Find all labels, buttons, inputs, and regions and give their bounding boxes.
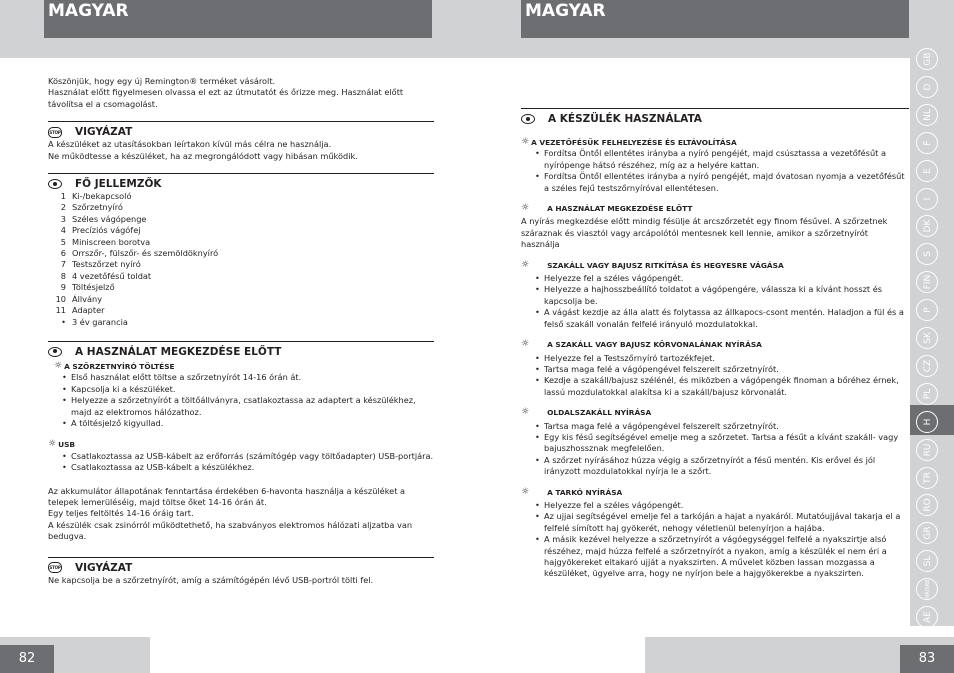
usage-bullets <box>521 500 909 580</box>
usage-subheading <box>521 260 909 271</box>
usage-bullets <box>521 273 909 330</box>
usage-subtitle: A VEZETŐFÉSŰK FELHELYEZÉSE ÉS ELTÁVOLÍTÁSA <box>531 138 737 147</box>
usage-subheading <box>521 137 909 148</box>
feature-label: Szőrzetnyíró <box>72 202 123 213</box>
bullet-text: Helyezze fel a Testszőrnyíró tartozékfejet. <box>544 352 715 363</box>
sun-icon: ☼ <box>521 259 530 270</box>
feature-number: 1 <box>60 191 66 202</box>
intro-line: Köszönjük, hogy egy új Remington® terméket vásárolt. <box>48 76 276 86</box>
features-title: FŐ JELLEMZŐK <box>75 178 162 191</box>
usage-subtitle: A HASZNÁLAT MEGKEZDÉSE ELŐTT <box>547 204 693 214</box>
usb-list <box>48 451 434 474</box>
page-number: 83 <box>900 645 954 673</box>
bullet-text: Az ujjai segítségével emelje fel a tarkóján a hajat a nyakáról. Mutatóujjával takarja el a felfelé símított haj gyökerét, nehogy véletlenül belenyírjon a hajába. <box>544 511 901 533</box>
feature-label: Miniscreen borotva <box>72 236 151 247</box>
bullet-text: Helyezze fel a széles vágópengét. <box>544 273 684 284</box>
usage-bullets <box>521 353 909 399</box>
feature-item <box>48 259 434 270</box>
sun-icon: ☼ <box>521 203 530 214</box>
bullet-dot: • <box>62 417 67 428</box>
language-tab[interactable]: SL <box>916 550 938 572</box>
feature-number: 2 <box>60 202 66 213</box>
language-tab[interactable]: H <box>916 411 938 433</box>
sun-icon: ☼ <box>521 486 530 497</box>
features-heading <box>48 173 434 191</box>
stop-icon: STOP <box>48 127 62 138</box>
feature-item <box>48 225 434 236</box>
bullet-text: Fordítsa Öntől ellentétes irányba a nyíró pengéjét, majd óvatosan nyomja a vezetőfésűt a széles fejű testszőrnyíróval ellentétesen. <box>544 171 905 193</box>
bullet-item <box>48 451 434 462</box>
bullet-item <box>521 273 909 284</box>
sun-icon: ☼ <box>521 407 530 418</box>
feature-number: 3 <box>60 213 66 224</box>
bullet-text: Tartsa maga felé a vágópengével felszerelt szőrzetnyírót. <box>544 363 779 374</box>
sun-icon: ☼ <box>48 439 57 450</box>
usage-subtitle: OLDALSZAKÁLL NYÍRÁSA <box>547 408 652 418</box>
feature-label: Orrszőr-, fülszőr- és szemöldöknyíró <box>72 248 219 259</box>
feature-number: 11 <box>55 305 66 316</box>
language-tab[interactable]: P <box>916 299 938 321</box>
bullet-text: Kezdje a szakáll/bajusz szélénél, és miközben a vágópengék finoman a bőréhez érnek, lassú mozdulatokkal alakítsa ki a szakáll/bajusz körvonalát. <box>544 375 899 397</box>
feature-number: 8 <box>60 270 66 281</box>
usage-subheading <box>521 487 909 498</box>
right-page <box>477 0 954 673</box>
bullet-text: A szőrzet nyírásához húzza végig a szőrzetnyírót a fésű mentén. Kis erővel és jól irányzott mozdulatokkal nyírja le a szőrt. <box>544 454 876 477</box>
feature-label: Széles vágópenge <box>72 213 147 224</box>
bullet-text: Csatlakoztassa az USB-kábelt az erőforrás (számítógép vagy töltőadapter) USB-portjára. <box>71 450 434 461</box>
usage-heading <box>521 108 909 126</box>
sun-icon: ☼ <box>521 339 530 350</box>
bullet-text: Egy kis fésű segítségével emelje meg a szőrzetet. Tartsa a fésűt a kívánt szakáll- vagy bajuszhossznak megfelelően. <box>544 431 899 454</box>
bullet-item <box>48 372 434 383</box>
page-header: MAGYAR <box>44 0 432 38</box>
bullet-item <box>521 364 909 375</box>
feature-number: 4 <box>60 225 66 236</box>
bullet-dot: • <box>535 420 540 431</box>
getting-started-title: A HASZNÁLAT MEGKEZDÉSE ELŐTT <box>75 345 282 358</box>
bullet-dot: • <box>62 450 67 461</box>
right-content <box>521 108 909 580</box>
bullet-item <box>521 353 909 364</box>
eye-icon <box>48 347 62 357</box>
bullet-dot: • <box>62 395 67 406</box>
bullet-dot: • <box>535 171 540 182</box>
warning-title: VIGYÁZAT <box>75 561 133 574</box>
feature-item <box>48 202 434 213</box>
bullet-text: Fordítsa Öntől ellentétes irányba a nyíró pengéjét, majd csúsztassa a vezetőfésűt a nyírópenge hátsó részéhez, míg az a helyére kattan. <box>544 148 886 170</box>
warning-line: A készüléket az utasításokban leírtakon kívül más célra ne használja. <box>48 139 332 150</box>
feature-label: 3 év garancia <box>72 316 128 327</box>
getting-started-heading <box>48 341 434 359</box>
feature-label: Adapter <box>72 305 105 316</box>
bullet-dot: • <box>535 511 540 522</box>
usage-bullets <box>521 148 909 194</box>
bullet-text: Első használat előtt töltse a szőrzetnyírót 14-16 órán át. <box>71 372 302 383</box>
feature-item <box>48 248 434 259</box>
bullet-dot: • <box>535 499 540 510</box>
intro-line: Használat előtt figyelmesen olvassa el ezt az útmutatót és őrizze meg. Használat előtt <box>48 87 404 98</box>
language-tab[interactable]: DK <box>916 215 938 237</box>
language-tab[interactable]: GB <box>916 48 938 70</box>
feature-item <box>48 294 434 305</box>
language-tab[interactable]: SK <box>916 327 938 349</box>
language-tab[interactable]: PL <box>916 383 938 405</box>
bullet-dot: • <box>535 284 540 295</box>
language-tab[interactable]: FIN <box>916 271 938 293</box>
bullet-item <box>48 418 434 429</box>
bullet-dot: • <box>62 383 67 394</box>
language-tabs <box>910 40 954 626</box>
feature-item <box>48 237 434 248</box>
stop-icon: STOP <box>48 562 62 573</box>
page-number: 82 <box>0 645 54 673</box>
bullet-item <box>521 148 909 171</box>
usage-paragraph: A nyírás megkezdése előtt mindig fésülje át arcszőrzetét egy finom fésűvel. A szőrzetnek száraznak és viasztól vagy arcápolótól mentesnek kell lennie, amikor a szőrzetnyírót használja <box>521 216 888 250</box>
feature-label: Töltésjelző <box>72 282 115 293</box>
bullet-item <box>521 500 909 511</box>
warning-line: Ne működtesse a készüléket, ha az megrongálódott vagy hibásan működik. <box>48 150 358 161</box>
bullet-dot: • <box>535 363 540 374</box>
bullet-item <box>521 534 909 580</box>
usage-subheading <box>521 407 909 418</box>
feature-number: • <box>61 316 66 327</box>
feature-label: Állvány <box>72 293 103 304</box>
warning-title: VIGYÁZAT <box>75 126 133 139</box>
feature-number: 10 <box>55 293 66 304</box>
bullet-item <box>521 375 909 398</box>
feature-number: 9 <box>60 282 66 293</box>
bullet-dot: • <box>535 307 540 318</box>
bullet-item <box>521 307 909 330</box>
bullet-dot: • <box>535 454 540 465</box>
language-tab[interactable]: E <box>916 160 938 182</box>
usage-bullets <box>521 421 909 478</box>
bullet-item <box>48 462 434 473</box>
feature-item <box>48 191 434 202</box>
bullet-dot: • <box>535 148 540 159</box>
language-tab[interactable]: S <box>916 243 938 265</box>
paragraph-line: Az akkumulátor állapotának fenntartása érdekében 6-havonta használja a készüléket a <box>48 485 406 496</box>
feature-label: Testszőrzet nyíró <box>72 259 141 270</box>
warning-heading <box>48 121 434 139</box>
bullet-item <box>521 511 909 534</box>
language-tab[interactable]: TR <box>916 467 938 489</box>
feature-number: 5 <box>60 236 66 247</box>
feature-number: 7 <box>60 259 66 270</box>
sun-icon: ☼ <box>521 137 530 147</box>
bullet-dot: • <box>535 273 540 284</box>
eye-icon <box>48 179 62 189</box>
usage-subheading <box>521 339 909 350</box>
feature-label: Precíziós vágófej <box>72 225 141 236</box>
bullet-item <box>48 395 434 418</box>
usage-subtitle: SZAKÁLL VAGY BAJUSZ RITKÍTÁSA ÉS HEGYESRE VÁGÁSA <box>547 260 784 270</box>
usage-subtitle: A TARKÓ NYÍRÁSA <box>547 487 623 497</box>
paragraph-line: telepek lemerüléséig, majd töltse őket 14-16 órán át. <box>48 496 267 507</box>
charging-list <box>48 372 434 429</box>
page-header: MAGYAR <box>521 0 909 38</box>
bullet-dot: • <box>535 534 540 545</box>
warning-heading <box>48 557 434 575</box>
language-tab[interactable]: RU <box>916 439 938 461</box>
feature-item <box>48 282 434 293</box>
feature-label: Ki-/bekapcsoló <box>72 191 132 202</box>
bullet-dot: • <box>62 462 67 473</box>
paragraph-line: bedugva. <box>48 531 87 542</box>
language-tab[interactable]: HR/SRB <box>916 578 938 600</box>
features-list <box>48 191 434 328</box>
language-tab[interactable]: D <box>916 76 938 98</box>
feature-item <box>48 305 434 316</box>
language-tab[interactable]: CZ <box>916 355 938 377</box>
paragraph-line: A készülék csak zsinórról működtethető, ha szabványos elektromos hálózati aljzatba van <box>48 519 413 530</box>
bullet-item <box>521 284 909 307</box>
feature-item <box>48 271 434 282</box>
charging-subheading: ☼ A SZŐRZETNYÍRÓ TÖLTÉSE <box>54 360 175 371</box>
language-tab[interactable]: I <box>916 188 938 210</box>
language-tab[interactable]: GR <box>916 522 938 544</box>
bullet-item <box>48 384 434 395</box>
bullet-text: A töltésjelző kigyullad. <box>71 417 164 428</box>
sun-icon: ☼ <box>54 360 63 371</box>
language-tab[interactable]: RO <box>916 494 938 516</box>
bullet-text: A vágást kezdje az álla alatt és folytassa az állkapocs-csont mentén. Haladjon a fül és a felső szakáll vonalán felfelé irányuló mozdulatokkal. <box>544 307 904 329</box>
usage-title: A KÉSZÜLÉK HASZNÁLATA <box>548 113 702 125</box>
bullet-text: Tartsa maga felé a vágópengével felszerelt szőrzetnyírót. <box>544 420 779 431</box>
bullet-dot: • <box>535 352 540 363</box>
language-tab[interactable]: AE <box>916 606 938 628</box>
usage-sections <box>521 126 909 580</box>
usb-subheading: ☼ USB <box>48 439 76 450</box>
left-content <box>48 76 434 586</box>
language-tab[interactable]: F <box>916 132 938 154</box>
bullet-dot: • <box>535 375 540 386</box>
paragraph-line: Egy teljes feltöltés 14-16 óráig tart. <box>48 508 194 519</box>
bullet-text: Kapcsolja ki a készüléket. <box>71 383 176 394</box>
usage-subtitle: A SZAKÁLL VAGY BAJUSZ KÖRVONALÁNAK NYÍRÁSA <box>547 340 762 350</box>
bullet-item <box>521 432 909 455</box>
intro-line: távolítsa el a csomagolást. <box>48 98 158 109</box>
bullet-text: Helyezze a szőrzetnyírót a töltőállványra, csatlakoztassa az adaptert a készülékhez, majd az elektromos hálózathoz. <box>71 395 416 417</box>
language-tab[interactable]: NL <box>916 104 938 126</box>
feature-label: 4 vezetőfésű toldat <box>72 270 152 281</box>
bullet-item <box>521 171 909 194</box>
warning-line: Ne kapcsolja be a szőrzetnyírót, amíg a számítógépén lévő USB-portról tölti fel. <box>48 574 374 585</box>
bullet-dot: • <box>62 372 67 383</box>
bullet-text: Helyezze a hajhosszbeállító toldatot a vágópengére, válassza ki a kívánt hosszt és kapcsolja be. <box>544 284 882 306</box>
feature-number: 6 <box>60 248 66 259</box>
bullet-text: Helyezze fel a széles vágópengét. <box>544 499 684 510</box>
eye-icon <box>521 114 535 124</box>
bullet-dot: • <box>535 431 540 442</box>
feature-item <box>48 317 434 328</box>
bullet-text: Csatlakoztassa az USB-kábelt a készülékhez. <box>71 462 255 473</box>
bullet-text: A másik kezével helyezze a szőrzetnyírót a vágóegységgel felfelé a nyakszirtje alsó részéhez, majd húzza felfelé a szőrzetnyírót a nyakon, amíg a készülék el nem éri a hajgyökereket eltakaró ujját a nyakszirten. A művelet közben lassan mozgassa a készüléket, ügyelve arra, hogy ne nyírjon bele a hajgyökerekbe a nyakszirten. <box>544 534 887 579</box>
bullet-item <box>521 455 909 478</box>
feature-item <box>48 214 434 225</box>
bullet-item <box>521 421 909 432</box>
usage-subheading <box>521 203 909 214</box>
